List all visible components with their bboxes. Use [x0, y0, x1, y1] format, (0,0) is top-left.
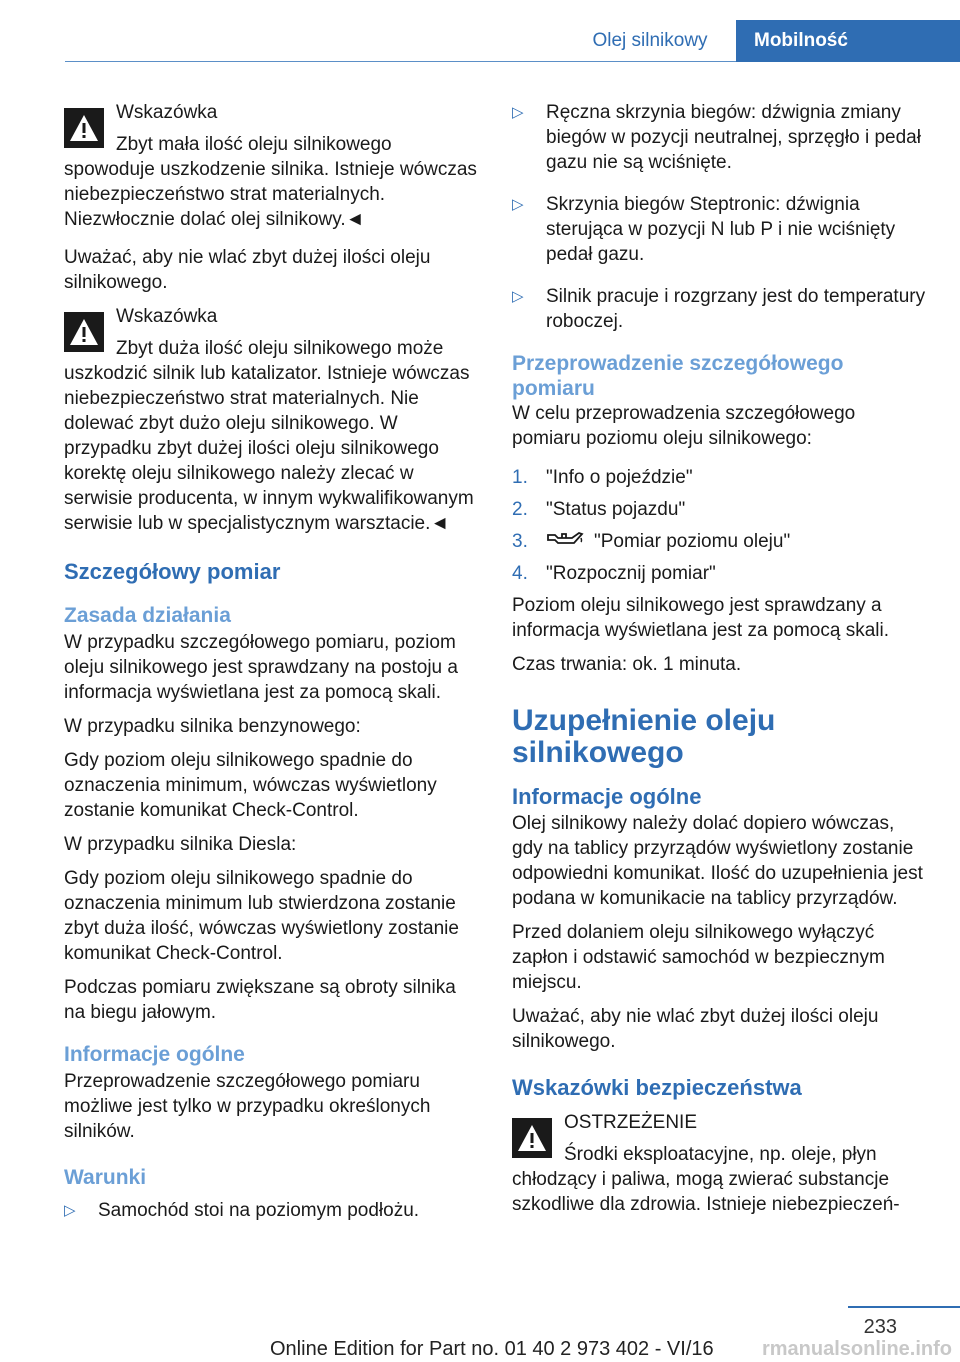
subsection-heading: Przeprowadzenie szczegółowego pomiaru	[512, 352, 844, 400]
section-heading: Informacje ogólne	[512, 784, 702, 810]
paragraph: Poziom oleju silnikowego jest sprawdzany a informacja wyświetlana jest za pomocą skali.	[512, 595, 889, 642]
warning-body: Zbyt duża ilość oleju silnikowego może uszkodzić silnik lub katalizator. Istnieje wówczas niebezpieczeństwo strat materialnych. Nie dolewać zbyt dużo oleju silnikowego. W przypadku zbyt dużej ilości oleju silnikowego korektę oleju silnikowego należy zlecać w serwisie producenta, w innym wykwalifikowanym serwisie lub w specjalistycznym warsztacie.◄	[64, 338, 474, 534]
list-item: 2. "Status pojazdu"	[512, 499, 686, 520]
paragraph: Czas trwania: ok. 1 minuta.	[512, 654, 742, 676]
list-item: ▷ Skrzynia biegów Steptronic: dźwignia sterująca w pozycji N lub P i nie wciśnięty pedał gazu.	[512, 194, 896, 265]
warning-triangle-icon	[512, 1118, 552, 1158]
paragraph: Gdy poziom oleju silnikowego spadnie do oznaczenia minimum, wówczas wyświetlony zostanie komunikat Check-Control.	[64, 750, 437, 821]
footer-rule	[848, 1306, 960, 1308]
section-heading: Wskazówki bezpieczeństwa	[512, 1075, 802, 1101]
warning-title: OSTRZEŻENIE	[564, 1112, 698, 1134]
subsection-heading: Informacje ogólne	[64, 1043, 245, 1066]
triangle-bullet-icon: ▷	[512, 196, 524, 213]
paragraph: Uważać, aby nie wlać zbyt dużej ilości oleju silnikowego.	[64, 247, 431, 293]
paragraph: Przed dolaniem oleju silnikowego wyłączyć zapłon i odstawić samochód w bezpiecznym miejscu.	[512, 922, 885, 994]
triangle-bullet-icon: ▷	[512, 288, 524, 305]
left-column	[64, 100, 478, 1240]
subsection-heading: Zasada działania	[64, 604, 231, 627]
warning-title: Wskazówka	[116, 102, 218, 123]
warning-triangle-icon	[64, 312, 104, 352]
header-section-title: Olej silnikowy	[592, 30, 708, 51]
paragraph: Uważać, aby nie wlać zbyt dużej ilości oleju silnikowego.	[512, 1006, 879, 1053]
page-header	[0, 20, 960, 62]
paragraph: W przypadku silnika benzynowego:	[64, 716, 361, 737]
warning-title: Wskazówka	[116, 306, 218, 327]
edition-note: Online Edition for Part no. 01 40 2 973 402 - VI/16	[270, 1338, 714, 1360]
list-item: ▷ Samochód stoi na poziomym podłożu.	[64, 1200, 420, 1221]
warning-body: Zbyt mała ilość oleju silnikowego spowoduje uszkodzenie silnika. Istnieje wówczas niebezpieczeństwo strat materialnych. Niezwłocznie dolać olej silnikowy.◄	[64, 134, 477, 230]
paragraph: Podczas pomiaru zwiększane są obroty silnika na biegu jałowym.	[64, 977, 456, 1023]
warning-triangle-icon	[64, 108, 104, 148]
list-item: ▷ Silnik pracuje i rozgrzany jest do temperatury roboczej.	[512, 286, 926, 332]
warning-note	[64, 100, 478, 232]
section-heading: Szczegółowy pomiar	[64, 559, 281, 584]
warning-note	[512, 1110, 926, 1217]
paragraph: W przypadku szczegółowego pomiaru, poziom oleju silnikowego jest sprawdzany na postoju a informacja wyświetlana jest za pomocą skali.	[64, 632, 458, 703]
conditions-list	[64, 1198, 478, 1223]
conditions-list	[512, 100, 926, 334]
list-item: 3. "Pomiar poziomu oleju"	[512, 529, 926, 554]
list-item: 1. "Info o pojeździe"	[512, 467, 693, 488]
oil-can-icon	[546, 529, 584, 554]
right-column	[512, 100, 926, 1230]
subsection-heading: Warunki	[64, 1166, 147, 1189]
warning-note	[64, 304, 478, 536]
triangle-bullet-icon: ▷	[512, 104, 524, 121]
paragraph: Przeprowadzenie szczegółowego pomiaru możliwe jest tylko w przypadku określonych silników.	[64, 1071, 431, 1142]
list-item: 4. "Rozpocznij pomiar"	[512, 563, 716, 585]
list-item: ▷ Ręczna skrzynia biegów: dźwignia zmiany biegów w pozycji neutralnej, sprzęgło i pedał gazu nie są wciśnięte.	[512, 102, 921, 173]
paragraph: Gdy poziom oleju silnikowego spadnie do oznaczenia minimum lub stwierdzona zostanie zbyt duża ilość, wówczas wyświetlony zostanie komunikat Check-Control.	[64, 868, 459, 964]
paragraph: W przypadku silnika Diesla:	[64, 834, 297, 855]
paragraph: Olej silnikowy należy dolać dopiero wówczas, gdy na tablicy przyrządów wyświetlony zostanie odpowiedni komunikat. Ilość do uzupełnienia jest podana w komunikacie na tablicy przyrządów.	[512, 813, 923, 910]
warning-body: Środki eksploatacyjne, np. oleje, płyn chłodzący i paliwa, mogą zwierać substancje szkodliwe dla zdrowia. Istnieje niebezpieczeń-	[512, 1144, 900, 1216]
steps-list	[512, 465, 926, 586]
paragraph: W celu przeprowadzenia szczegółowego pomiaru poziomu oleju silnikowego:	[512, 403, 856, 449]
watermark: rmanualsonline.info	[761, 1338, 952, 1360]
triangle-bullet-icon: ▷	[64, 1202, 76, 1219]
chapter-heading: Uzupełnienie oleju silnikowego	[512, 704, 776, 770]
header-chapter-tab: Mobilność	[736, 20, 960, 62]
page-number: 233	[863, 1316, 897, 1338]
